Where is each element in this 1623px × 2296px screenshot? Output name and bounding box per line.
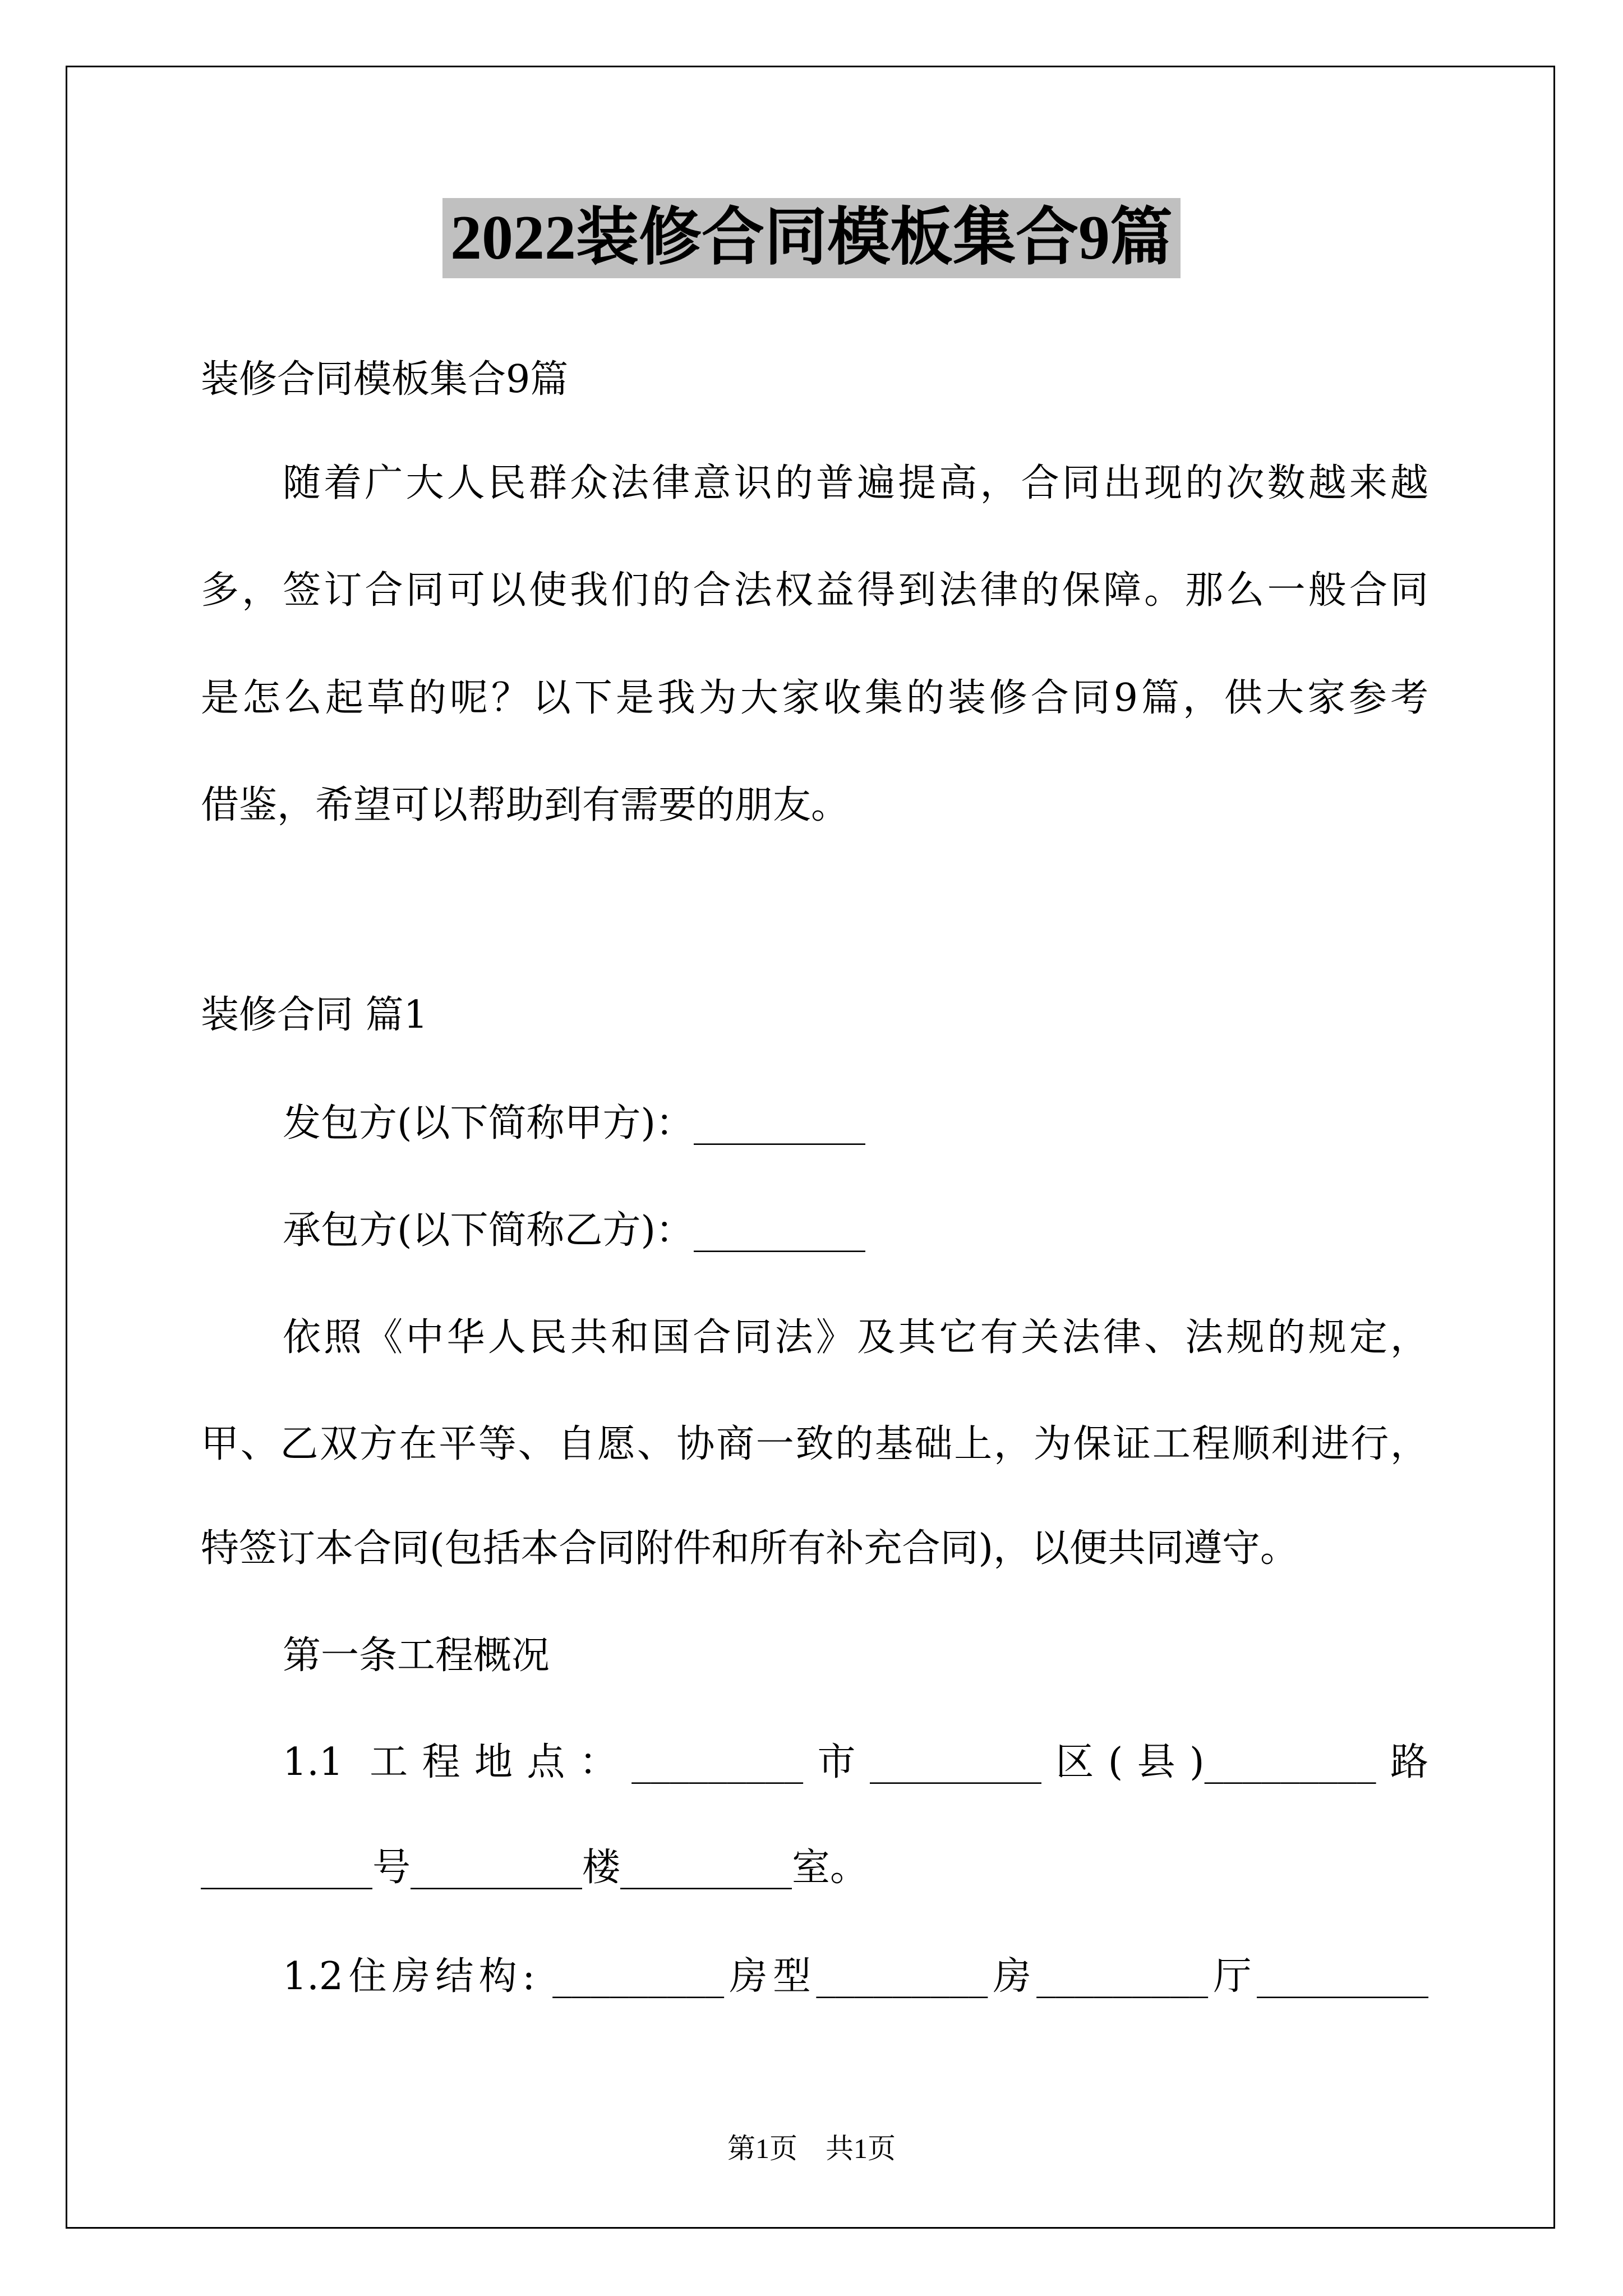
intro-line: 随着广大人民群众法律意识的普遍提高，合同出现的次数越来越 [283,461,1428,505]
intro-line: 多，签订合同可以使我们的合法权益得到法律的保障。那么一般合同 [201,568,1428,613]
intro-line: 是怎么起草的呢？以下是我为大家收集的装修合同9篇，供大家参考 [201,676,1428,720]
preamble-line: 依照《中华人民共和国合同法》及其它有关法律、法规的规定， [283,1315,1428,1360]
item-1-1-line: _________号_________楼_________室。 [201,1846,869,1890]
page-footer: 第1页 共1页 [727,2133,896,2164]
item-1-2-line: 1.2住房结构: _________房型_________房_________厅_________ [283,1954,1428,1999]
subtitle: 装修合同模板集合9篇 [201,357,569,402]
item-1-1-line: 1.1 工程地点：_________市_________区(县)_________路 [283,1740,1428,1784]
preamble-line: 特签订本合同(包括本合同附件和所有补充合同)，以便共同遵守。 [201,1526,1299,1571]
party-a-line: 发包方(以下简称甲方)：_________ [283,1101,866,1145]
intro-line: 借鉴，希望可以帮助到有需要的朋友。 [201,783,850,827]
preamble-line: 甲、乙双方在平等、自愿、协商一致的基础上，为保证工程顺利进行， [201,1422,1428,1466]
section-heading: 装修合同 篇1 [201,993,428,1037]
document-title: 2022装修合同模板集合9篇 [442,198,1181,278]
party-b-line: 承包方(以下简称乙方)：_________ [283,1208,866,1253]
article-heading: 第一条工程概况 [283,1634,550,1678]
